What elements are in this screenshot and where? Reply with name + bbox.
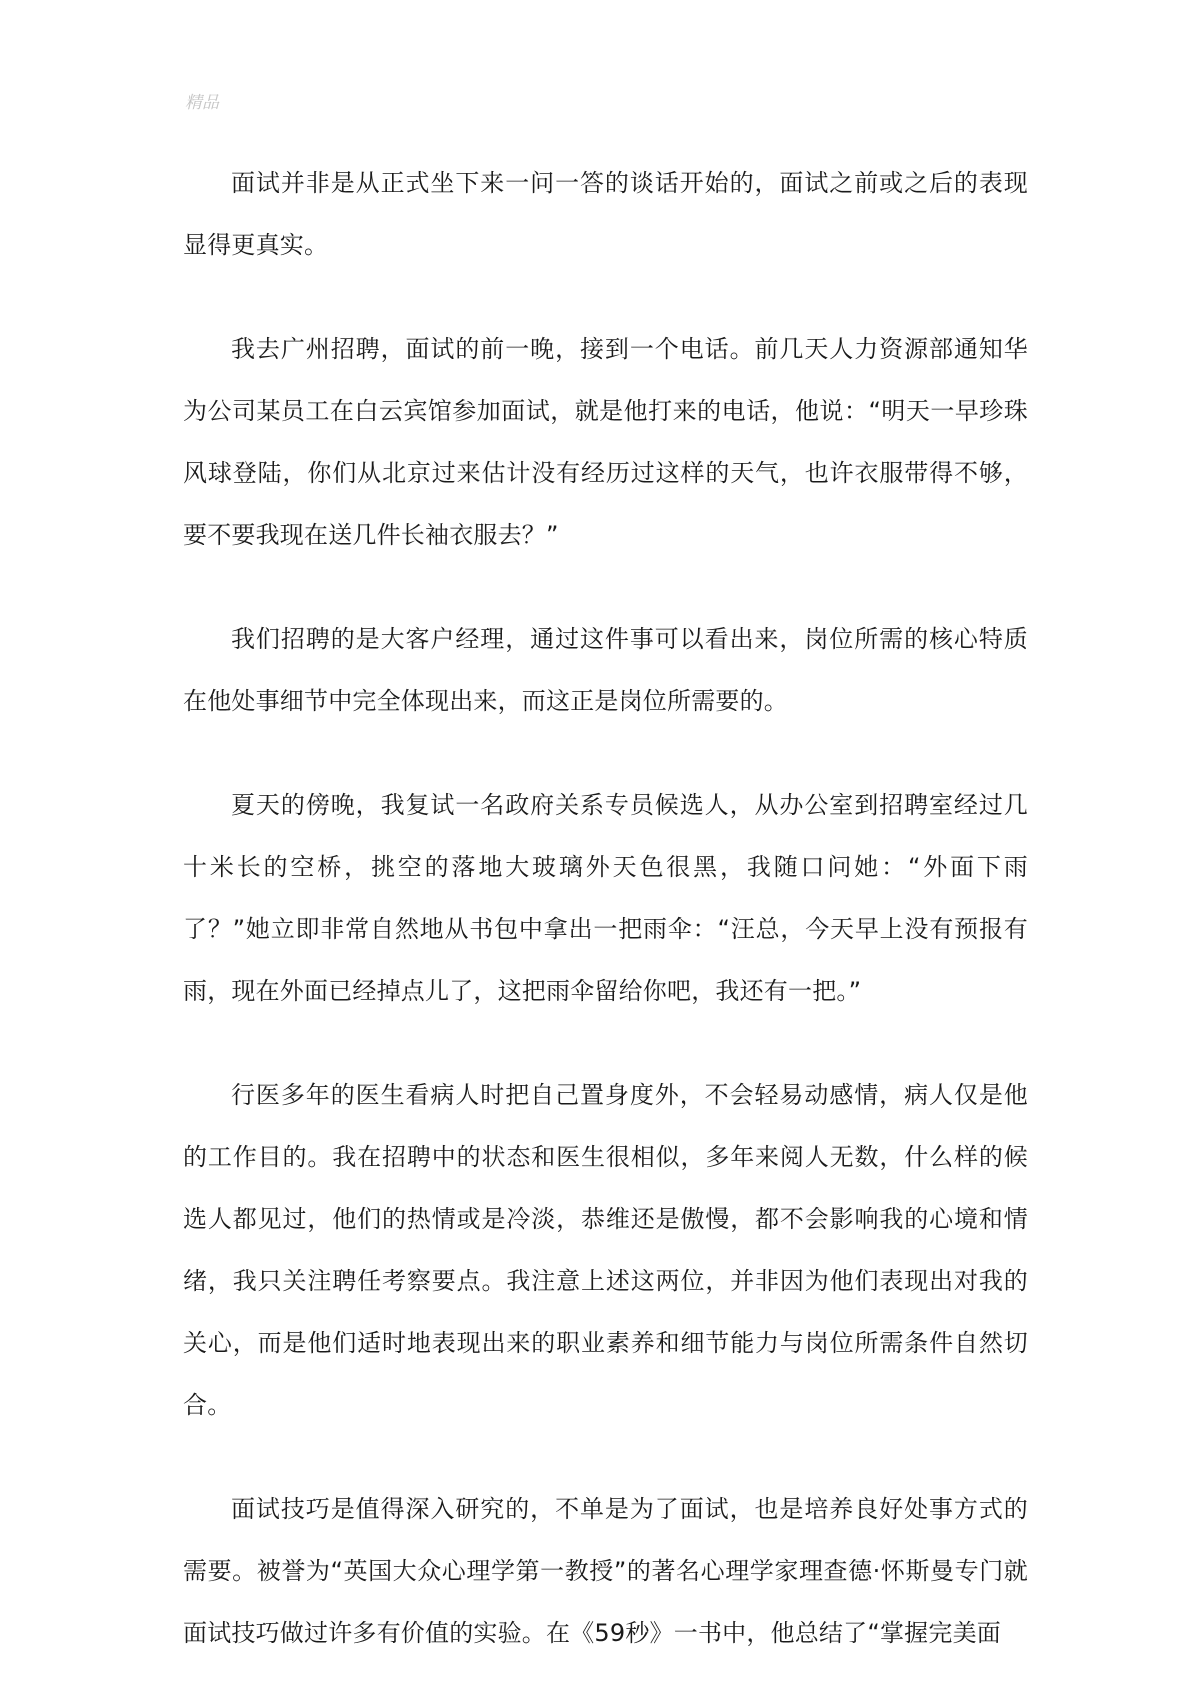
paragraph: 我们招聘的是大客户经理，通过这件事可以看出来，岗位所需的核心特质在他处事细节中完全体现出来，而这正是岗位所需要的。 — [183, 625, 1028, 715]
paragraph: 行医多年的医生看病人时把自己置身度外，不会轻易动感情，病人仅是他的工作目的。我在招聘中的状态和医生很相似，多年来阅人无数，什么样的候选人都见过，他们的热情或是冷淡，恭维还是傲慢，都不会影响我的心境和情绪，我只关注聘任考察要点。我注意上述这两位，并非因为他们表现出对我的关心，而是他们适时地表现出来的职业素养和细节能力与岗位所需条件自然切合。 — [183, 1081, 1028, 1419]
document-body — [183, 152, 1028, 1706]
paragraph: 夏天的傍晚，我复试一名政府关系专员候选人，从办公室到招聘室经过几十米长的空桥，挑空的落地大玻璃外天色很黑，我随口问她：“外面下雨了？”她立即非常自然地从书包中拿出一把雨伞：“汪总，今天早上没有预报有雨，现在外面已经掉点儿了，这把雨伞留给你吧，我还有一把。” — [183, 791, 1028, 1005]
paragraph: 我去广州招聘，面试的前一晚，接到一个电话。前几天人力资源部通知华为公司某员工在白云宾馆参加面试，就是他打来的电话，他说：“明天一早珍珠风球登陆，你们从北京过来估计没有经历过这样的天气，也许衣服带得不够，要不要我现在送几件长袖衣服去？” — [183, 335, 1028, 549]
paragraph: 面试并非是从正式坐下来一问一答的谈话开始的，面试之前或之后的表现显得更真实。 — [183, 169, 1028, 259]
header-watermark: 精品 — [185, 93, 219, 113]
paragraph: 面试技巧是值得深入研究的，不单是为了面试，也是培养良好处事方式的需要。被誉为“英国大众心理学第一教授”的著名心理学家理查德·怀斯曼专门就面试技巧做过许多有价值的实验。在《59秒》一书中，他总结了“掌握完美面 — [183, 1495, 1028, 1647]
